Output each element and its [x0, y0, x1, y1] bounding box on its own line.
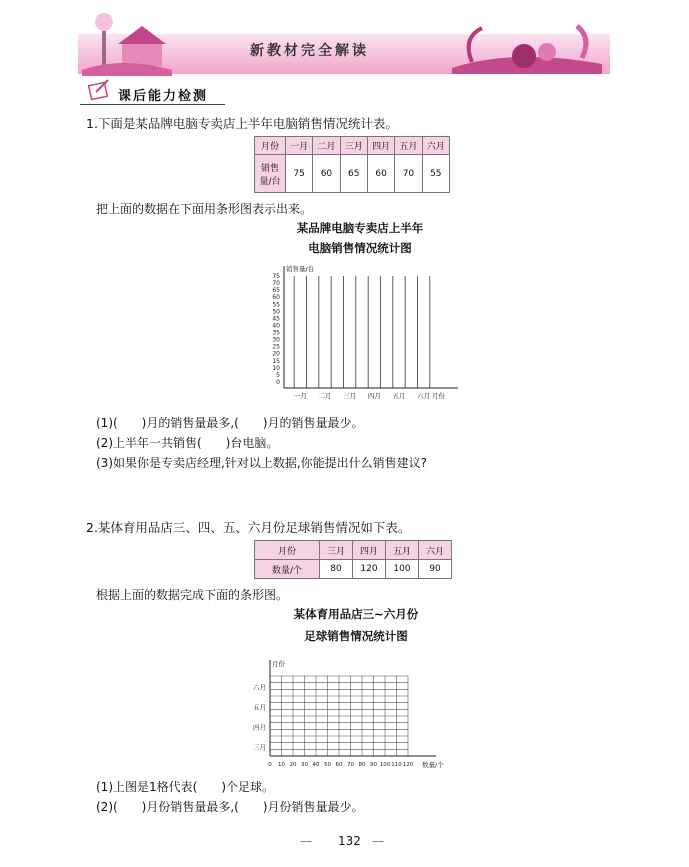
q2-table: [254, 540, 452, 579]
q2-stem: 2.某体育用品店三、四、五、六月份足球销售情况如下表。: [86, 520, 411, 535]
q2-chart-title-2: 足球销售情况统计图: [304, 629, 408, 643]
q1-sub2: (2)上半年一共销售( )台电脑。: [96, 436, 279, 450]
x-axis-label: 数量/个: [422, 761, 444, 769]
y-tick-label: 五月: [253, 703, 266, 712]
x-tick-label: 80: [358, 762, 366, 768]
q1-sub1: (1)( )月的销售量最多,( )月的销售量最少。: [96, 416, 364, 430]
x-tick-label: 30: [301, 762, 308, 768]
q1-row2-label-b: 量/台: [259, 176, 281, 187]
q1-value: 55: [422, 155, 449, 193]
y-tick-label: 四月: [253, 723, 266, 732]
y-tick-label: 5: [276, 371, 280, 379]
y-tick-label: 15: [272, 357, 280, 365]
x-tick-label: 六月: [417, 392, 431, 400]
y-tick-label: 三月: [253, 743, 266, 752]
page-dash-left: —: [300, 834, 312, 848]
q2-row2-label: 数量/个: [255, 560, 320, 579]
x-axis-label: 月份: [432, 392, 445, 400]
q1-month: 三月: [340, 137, 367, 155]
q1-table: [254, 136, 450, 193]
q1-month: 四月: [367, 137, 394, 155]
plant-illustration: [452, 18, 602, 74]
y-tick-label: 25: [272, 343, 280, 351]
q1-row1-label: 月份: [255, 137, 286, 155]
y-tick-label: 75: [272, 273, 280, 280]
q1-value: 60: [367, 155, 394, 193]
q1-chart: [262, 262, 462, 404]
q2-chart-title-1: 某体育用品店三~六月份: [293, 607, 419, 621]
page-number: 132: [338, 834, 361, 848]
y-tick-label: 40: [272, 322, 280, 330]
x-tick-label: 60: [335, 762, 343, 768]
q2-month: 四月: [353, 541, 386, 560]
q1-chart-title-2: 电脑销售情况统计图: [308, 241, 412, 255]
q2-row1-label: 月份: [255, 541, 320, 560]
q2-instruction: 根据上面的数据完成下面的条形图。: [96, 588, 289, 602]
q2-value: 120: [353, 560, 386, 579]
page-dash-right: —: [372, 834, 384, 848]
x-tick-label: 70: [347, 762, 354, 768]
x-tick-label: 五月: [392, 392, 406, 400]
q2-value: 90: [419, 560, 452, 579]
q1-month: 二月: [313, 137, 340, 155]
x-tick-label: 0: [268, 762, 272, 768]
x-tick-label: 10: [278, 762, 285, 768]
x-tick-label: 110: [391, 762, 402, 768]
q2-month: 五月: [386, 541, 419, 560]
y-tick-label: 30: [272, 336, 280, 344]
q1-value: 60: [313, 155, 340, 193]
q2-chart: [236, 646, 456, 772]
q1-stem: 1.下面是某品牌电脑专卖店上半年电脑销售情况统计表。: [86, 116, 398, 131]
q2-sub1: (1)上图是1格代表( )个足球。: [96, 780, 274, 794]
x-tick-label: 50: [324, 762, 331, 768]
x-tick-label: 100: [379, 762, 391, 768]
q2-sub2: (2)( )月份销售量最多,( )月份销售量最少。: [96, 800, 364, 814]
q1-value: 70: [395, 155, 422, 193]
y-tick-label: 10: [272, 364, 280, 372]
q1-sub3: (3)如果你是专卖店经理,针对以上数据,你能提出什么销售建议?: [96, 456, 427, 470]
x-tick-label: 40: [312, 762, 320, 768]
q1-chart-title-1: 某品牌电脑专卖店上半年: [296, 221, 424, 235]
x-tick-label: 20: [289, 762, 297, 768]
y-tick-label: 70: [272, 280, 280, 288]
y-tick-label: 20: [272, 350, 280, 358]
section-underline: [80, 104, 225, 105]
header-title: 新教材完全解读: [250, 43, 369, 59]
y-axis-label: 月份: [272, 660, 285, 668]
y-tick-label: 0: [276, 379, 280, 386]
q1-row2-label: [255, 155, 286, 193]
q1-month: 一月: [285, 137, 312, 155]
y-tick-label: 65: [272, 287, 280, 295]
q2-value: 100: [386, 560, 419, 579]
house-tree-illustration: [82, 12, 172, 76]
q1-month: 五月: [395, 137, 422, 155]
q1-row2-label-a: 销售: [260, 163, 279, 174]
x-tick-label: 120: [402, 762, 414, 768]
q2-month: 六月: [419, 541, 452, 560]
pencil-icon: [84, 78, 114, 104]
q1-value: 65: [340, 155, 367, 193]
x-tick-label: 三月: [343, 392, 357, 400]
q2-value: 80: [320, 560, 353, 579]
q1-month: 六月: [422, 137, 449, 155]
x-tick-label: 二月: [318, 392, 332, 400]
y-tick-label: 45: [272, 315, 280, 323]
q1-value: 75: [285, 155, 312, 193]
y-tick-label: 60: [272, 294, 280, 302]
q2-month: 三月: [320, 541, 353, 560]
y-tick-label: 50: [272, 308, 280, 316]
y-tick-label: 六月: [253, 683, 266, 692]
y-axis-label: 销售量/台: [286, 265, 315, 273]
q1-instruction: 把上面的数据在下面用条形图表示出来。: [96, 202, 313, 216]
x-tick-label: 90: [370, 762, 377, 768]
x-tick-label: 四月: [367, 392, 381, 400]
section-title: 课后能力检测: [118, 89, 209, 104]
x-tick-label: 一月: [293, 392, 307, 400]
y-tick-label: 35: [272, 329, 280, 337]
y-tick-label: 55: [272, 301, 280, 309]
